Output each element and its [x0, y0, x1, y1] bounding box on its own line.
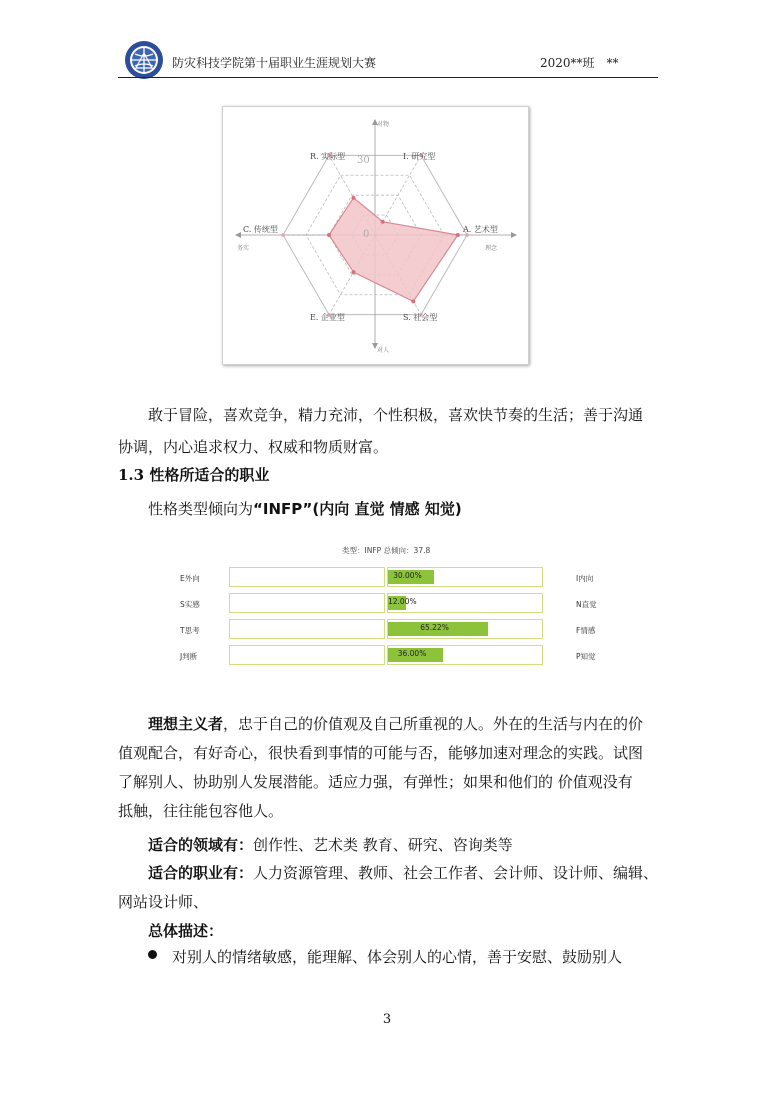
axis-label-bottom: 对人 [377, 347, 390, 354]
radar-label-r: R. 实际型 [310, 152, 346, 161]
mbti-left-label: J判断 [180, 652, 198, 661]
mbti-right-box [387, 645, 543, 665]
mbti-row [176, 593, 616, 613]
radar-vertex-marker [281, 233, 285, 237]
axis-label-right: 理念 [485, 245, 498, 252]
arrow-right-icon [511, 232, 517, 238]
axis-label-left: 务实 [237, 245, 250, 252]
mbti-right-box [387, 567, 543, 587]
radar-point-a [456, 233, 460, 237]
axis-label-top: 对物 [377, 121, 390, 128]
mbti-right-box [387, 619, 543, 639]
mbti-row [176, 567, 616, 587]
description-line: 了解别人、协助别人发展潜能。适应力强，有弹性；如果和他们的 价值观没有 [118, 773, 633, 791]
mbti-left-label: T思考 [180, 626, 200, 635]
paragraph-line: 敢于冒险，喜欢竞争，精力充沛，个性积极，喜欢快节奏的生活；善于沟通 [148, 406, 644, 424]
radar-data-polygon [329, 198, 458, 302]
fields-line [148, 830, 688, 861]
mbti-right-label: I内向 [576, 574, 594, 583]
mbti-left-label: S实感 [180, 600, 200, 609]
mbti-type-line [148, 498, 462, 519]
mbti-left-label: E外向 [180, 574, 200, 583]
radar-point-c [327, 233, 331, 237]
scale-min-label: 0 [363, 229, 370, 240]
radar-label-i: I. 研究型 [403, 152, 436, 161]
holland-radar-figure [222, 106, 529, 365]
header-rule [118, 77, 658, 78]
radar-point-i [381, 220, 385, 224]
description-line1-rest: ，忠于自己的价值观及自己所重视的人。外在的生活与内在的价 [223, 715, 644, 733]
radar-label-e: E. 企业型 [310, 313, 345, 322]
page-number: 3 [382, 1012, 392, 1027]
mbti-row [176, 645, 616, 665]
mbti-value: “INFP”(内向 直觉 情感 知觉) [253, 500, 462, 518]
mbti-chart-header: 类型：INFP 总倾向：37.8 [342, 546, 431, 555]
mbti-prefix: 性格类型倾向为 [148, 500, 254, 518]
mbti-left-box [229, 593, 385, 613]
header-title: 防灾科技学院第十届职业生涯规划大赛 [172, 56, 377, 70]
mbti-left-box [229, 619, 385, 639]
mbti-right-box [387, 593, 543, 613]
mbti-value-label: 65.22% [420, 623, 449, 632]
jobs-line [148, 858, 688, 889]
section-title: 1.3 性格所适合的职业 [118, 466, 270, 484]
bullet-icon [148, 950, 157, 959]
radar-label-c: C. 传统型 [243, 225, 278, 234]
radar-point-e [352, 270, 356, 274]
college-logo [124, 40, 164, 80]
mbti-left-box [229, 567, 385, 587]
mbti-right-label: P知觉 [576, 652, 596, 661]
radar-label-s: S. 社会型 [403, 313, 438, 322]
header-class-info: 2020**班 ** [540, 56, 619, 70]
mbti-right-label: N直觉 [576, 600, 597, 609]
summary-title: 总体描述： [148, 922, 224, 940]
mbti-value-label: 30.00% [393, 571, 422, 580]
description-line [148, 709, 688, 740]
description-line: 抵触，往往能包容他人。 [118, 802, 284, 820]
mbti-left-box [229, 645, 385, 665]
arrow-left-icon [235, 232, 241, 238]
mbti-value-label: 12.00% [388, 597, 417, 606]
radar-label-a: A. 艺术型 [463, 225, 498, 234]
radar-point-r [352, 196, 356, 200]
fields-label: 适合的领域有： [148, 836, 254, 854]
mbti-value-label: 36.00% [397, 649, 427, 658]
scale-max-label: 30 [357, 155, 370, 166]
mbti-right-label: F情感 [576, 626, 596, 635]
jobs-value: 人力资源管理、教师、社会工作者、会计师、设计师、编辑、 [253, 864, 659, 882]
jobs-line2: 网站设计师、 [118, 893, 209, 911]
mbti-bar-chart [176, 545, 616, 675]
description-lead: 理想主义者 [148, 715, 224, 733]
radar-point-s [411, 299, 415, 303]
holland-radar-chart [223, 107, 528, 364]
jobs-label: 适合的职业有： [148, 864, 254, 882]
summary-bullet: 对别人的情绪敏感，能理解、体会别人的心情，善于安慰、鼓励别人 [172, 948, 623, 966]
description-line: 值观配合，有好奇心，很快看到事情的可能与否，能够加速对理念的实践。试图 [118, 744, 644, 762]
fields-value: 创作性、艺术类 教育、研究、咨询类等 [253, 836, 513, 854]
paragraph-line: 协调，内心追求权力、权威和物质财富。 [118, 438, 389, 456]
mbti-row [176, 619, 616, 639]
